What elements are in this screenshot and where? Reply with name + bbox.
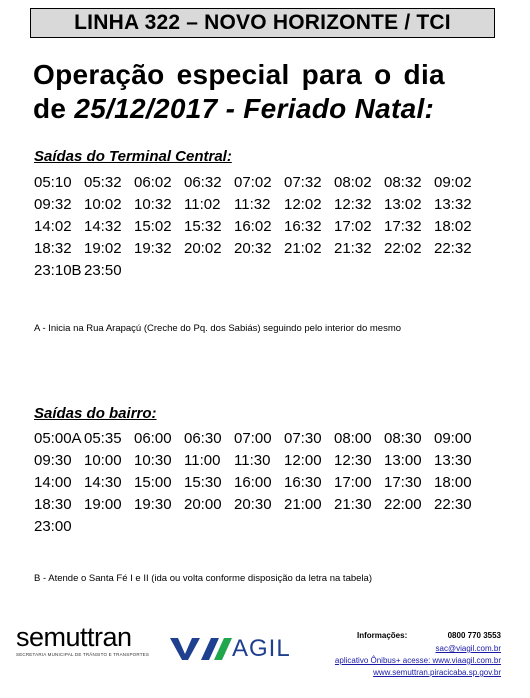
app-link[interactable]: aplicativo Ônibus+ acesse: www.viaagil.com.br [334, 656, 501, 665]
departure-time: 13:32 [434, 196, 472, 213]
departure-time: 07:32 [284, 174, 322, 191]
departure-time: 22:02 [384, 240, 422, 257]
departure-time: 07:30 [284, 430, 322, 447]
departure-time: 21:02 [284, 240, 322, 257]
headline-line-1: Operação especial para o dia [33, 59, 445, 90]
departure-time: 05:32 [84, 174, 122, 191]
departure-time: 17:00 [334, 474, 372, 491]
departure-time: 19:00 [84, 496, 122, 513]
departure-time: 11:00 [184, 452, 221, 469]
bairro-note: B - Atende o Santa Fé I e II (ida ou volta conforme disposição da letra na tabela) [34, 573, 372, 584]
departure-time: 06:30 [184, 430, 222, 447]
departure-time: 12:32 [334, 196, 372, 213]
departure-time: 22:32 [434, 240, 472, 257]
departure-time: 21:00 [284, 496, 322, 513]
website-link[interactable]: www.semuttran.piracicaba.sp.gov.br [373, 668, 501, 677]
departure-time: 11:30 [234, 452, 271, 469]
departure-time: 07:00 [234, 430, 272, 447]
departure-time: 23:10B [34, 262, 82, 279]
departure-time: 09:30 [34, 452, 72, 469]
terminal-note: A - Inicia na Rua Arapaçú (Creche do Pq. dos Sabiás) seguindo pelo interior do mesmo [34, 323, 402, 334]
terminal-section-title: Saídas do Terminal Central: [34, 148, 232, 165]
departure-time: 06:00 [134, 430, 172, 447]
departure-time: 14:32 [84, 218, 122, 235]
line-title: LINHA 322 – NOVO HORIZONTE / TCI [30, 8, 495, 38]
semuttran-logo [16, 622, 156, 662]
phone-number: 0800 770 3553 [447, 631, 501, 640]
departure-time: 09:00 [434, 430, 472, 447]
semuttran-wordmark: semuttran [16, 622, 132, 652]
operation-headline [33, 58, 503, 126]
departure-time: 16:32 [284, 218, 322, 235]
contact-info [300, 631, 505, 679]
departure-time: 20:00 [184, 496, 222, 513]
departure-time: 17:32 [384, 218, 422, 235]
departure-time: 05:00A [34, 430, 82, 447]
departure-time: 13:30 [434, 452, 472, 469]
departure-time: 13:00 [384, 452, 422, 469]
departure-time: 20:32 [234, 240, 272, 257]
departure-time: 19:02 [84, 240, 122, 257]
departure-time: 10:00 [84, 452, 122, 469]
departure-time: 20:30 [234, 496, 272, 513]
departure-time: 18:00 [434, 474, 472, 491]
bairro-departures-table [34, 428, 504, 538]
departure-time: 12:00 [284, 452, 322, 469]
departure-time: 05:10 [34, 174, 72, 191]
departure-time: 23:50 [84, 262, 122, 279]
viagil-wordmark: AGIL [232, 635, 291, 662]
headline-line-2 [33, 92, 503, 126]
departure-time: 08:32 [384, 174, 422, 191]
departure-time: 16:30 [284, 474, 322, 491]
departure-time: 19:30 [134, 496, 172, 513]
departure-time: 11:02 [184, 196, 221, 213]
departure-time: 18:02 [434, 218, 472, 235]
info-row [300, 631, 505, 643]
departure-time: 14:30 [84, 474, 122, 491]
headline-date: 25/12/2017 - Feriado Natal: [74, 93, 435, 124]
departure-time: 16:00 [234, 474, 272, 491]
headline-prefix: de [33, 93, 75, 124]
departure-time: 18:32 [34, 240, 72, 257]
semuttran-subtitle: SECRETARIA MUNICIPAL DE TRÂNSITO E TRANSPORTES [16, 652, 150, 657]
departure-time: 14:02 [34, 218, 72, 235]
departure-time: 06:02 [134, 174, 172, 191]
departure-time: 10:02 [84, 196, 122, 213]
departure-time: 07:02 [234, 174, 272, 191]
departure-time: 14:00 [34, 474, 72, 491]
departure-time: 11:32 [234, 196, 271, 213]
departure-time: 22:00 [384, 496, 422, 513]
departure-time: 19:32 [134, 240, 172, 257]
departure-time: 13:02 [384, 196, 422, 213]
departure-time: 08:30 [384, 430, 422, 447]
bairro-section-title: Saídas do bairro: [34, 405, 157, 422]
departure-time: 18:30 [34, 496, 72, 513]
departure-time: 15:02 [134, 218, 172, 235]
email-link[interactable]: sac@viagil.com.br [435, 644, 501, 653]
departure-time: 23:00 [34, 518, 72, 535]
departure-time: 09:32 [34, 196, 72, 213]
viagil-logo [168, 634, 298, 664]
departure-time: 05:35 [84, 430, 122, 447]
departure-time: 20:02 [184, 240, 222, 257]
departure-time: 10:30 [134, 452, 172, 469]
departure-time: 17:02 [334, 218, 372, 235]
departure-time: 12:02 [284, 196, 322, 213]
departure-time: 06:32 [184, 174, 222, 191]
departure-time: 12:30 [334, 452, 372, 469]
departure-time: 21:30 [334, 496, 372, 513]
departure-time: 21:32 [334, 240, 372, 257]
departure-time: 22:30 [434, 496, 472, 513]
departure-time: 08:02 [334, 174, 372, 191]
departure-time: 10:32 [134, 196, 172, 213]
info-label: Informações: [357, 631, 408, 640]
departure-time: 15:30 [184, 474, 222, 491]
departure-time: 09:02 [434, 174, 472, 191]
departure-time: 08:00 [334, 430, 372, 447]
terminal-departures-table [34, 172, 504, 282]
departure-time: 15:32 [184, 218, 222, 235]
departure-time: 17:30 [384, 474, 422, 491]
departure-time: 16:02 [234, 218, 272, 235]
departure-time: 15:00 [134, 474, 172, 491]
